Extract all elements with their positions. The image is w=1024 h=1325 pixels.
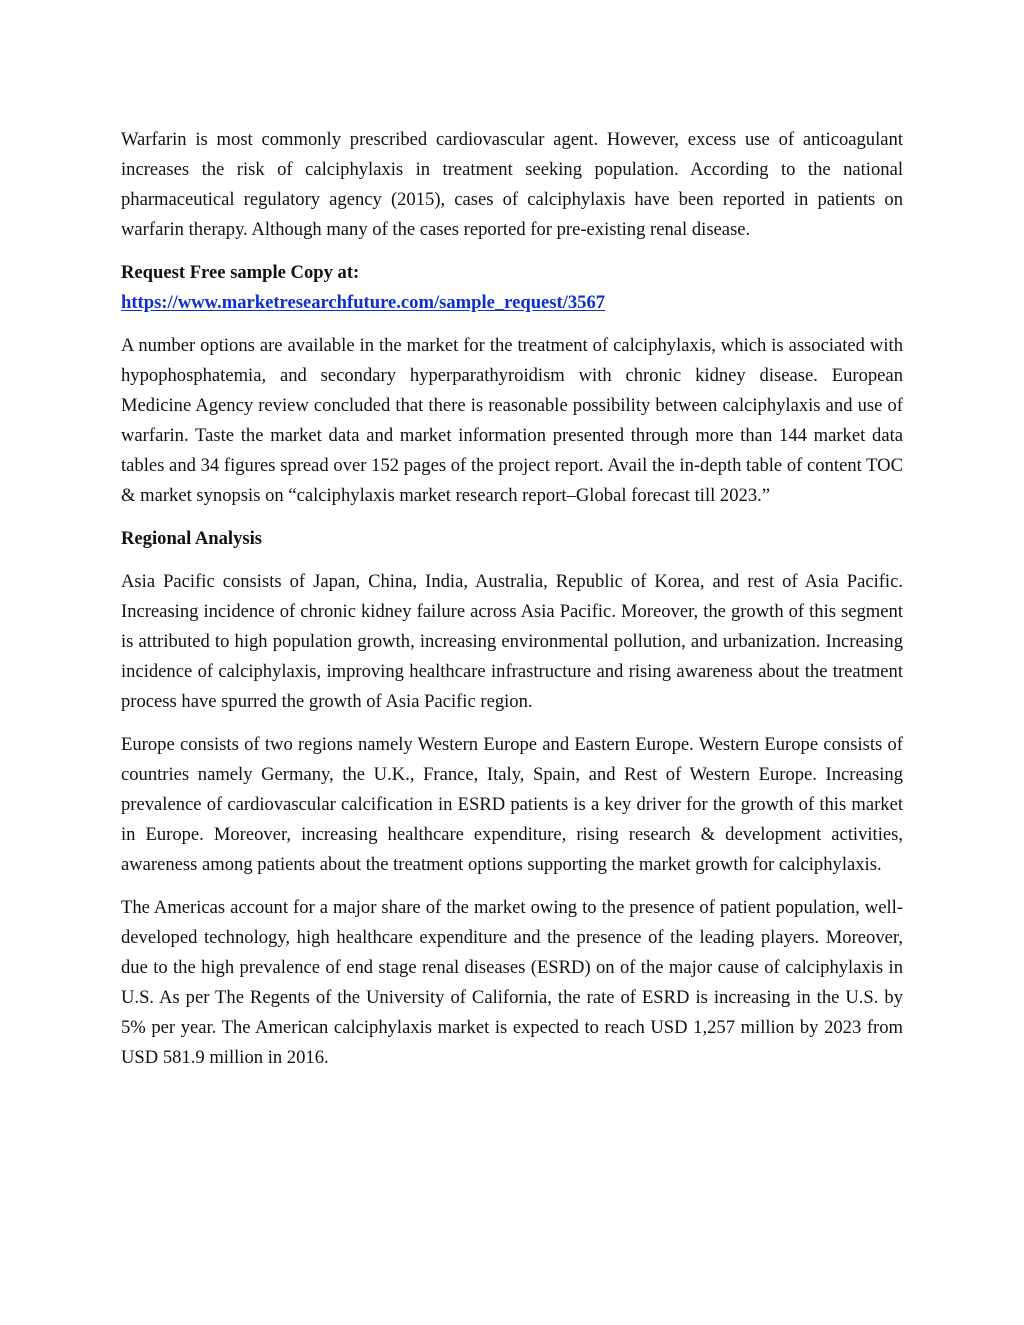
paragraph-warfarin: Warfarin is most commonly prescribed cardiovascular agent. However, excess use of anticoagulant increases the risk of calciphylaxis in treatment seeking population. According to the national pharmaceutical regulatory agency (2015), cases of calciphylaxis have been reported in patients on warfarin therapy. Although many of the cases reported for pre-existing renal disease. bbox=[121, 129, 903, 240]
paragraph-europe: Europe consists of two regions namely Western Europe and Eastern Europe. Western Europe consists of countries namely Germany, the U.K., France, Italy, Spain, and Rest of Western Europe. Increasing prevalence of cardiovascular calcification in ESRD patients is a key driver for the growth of this market in Europe. Moreover, increasing healthcare expenditure, rising research & development activities, awareness among patients about the treatment options supporting the market growth for calciphylaxis. bbox=[121, 734, 903, 875]
sample-request-heading: Request Free sample Copy at: bbox=[121, 262, 360, 283]
paragraph-treatment-options: A number options are available in the market for the treatment of calciphylaxis, which is associated with hypophosphatemia, and secondary hyperparathyroidism with chronic kidney disease. European Medicine Agency review concluded that there is reasonable possibility between calciphylaxis and use of warfarin. Taste the market data and market information presented through more than 144 market data tables and 34 figures spread over 152 pages of the project report. Avail the in-depth table of content TOC & market synopsis on “calciphylaxis market research report–Global forecast till 2023.” bbox=[121, 335, 903, 506]
regional-analysis-heading: Regional Analysis bbox=[121, 528, 263, 549]
sample-request-block bbox=[121, 258, 903, 318]
paragraph-americas: The Americas account for a major share of the market owing to the presence of patient population, well-developed technology, high healthcare expenditure and the presence of the leading players. Moreover, due to the high prevalence of end stage renal diseases (ESRD) on of the major cause of calciphylaxis in U.S. As per The Regents of the University of California, the rate of ESRD is increasing in the U.S. by 5% per year. The American calciphylaxis market is expected to reach USD 1,257 million by 2023 from USD 581.9 million in 2016. bbox=[121, 897, 903, 1068]
document-page bbox=[121, 125, 903, 1086]
paragraph-asia-pacific: Asia Pacific consists of Japan, China, India, Australia, Republic of Korea, and rest of Asia Pacific. Increasing incidence of chronic kidney failure across Asia Pacific. Moreover, the growth of this segment is attributed to high population growth, increasing environmental pollution, and urbanization. Increasing incidence of calciphylaxis, improving healthcare infrastructure and rising awareness about the treatment process have spurred the growth of Asia Pacific region. bbox=[121, 571, 903, 712]
sample-request-link[interactable]: https://www.marketresearchfuture.com/sample_request/3567 bbox=[121, 292, 606, 313]
